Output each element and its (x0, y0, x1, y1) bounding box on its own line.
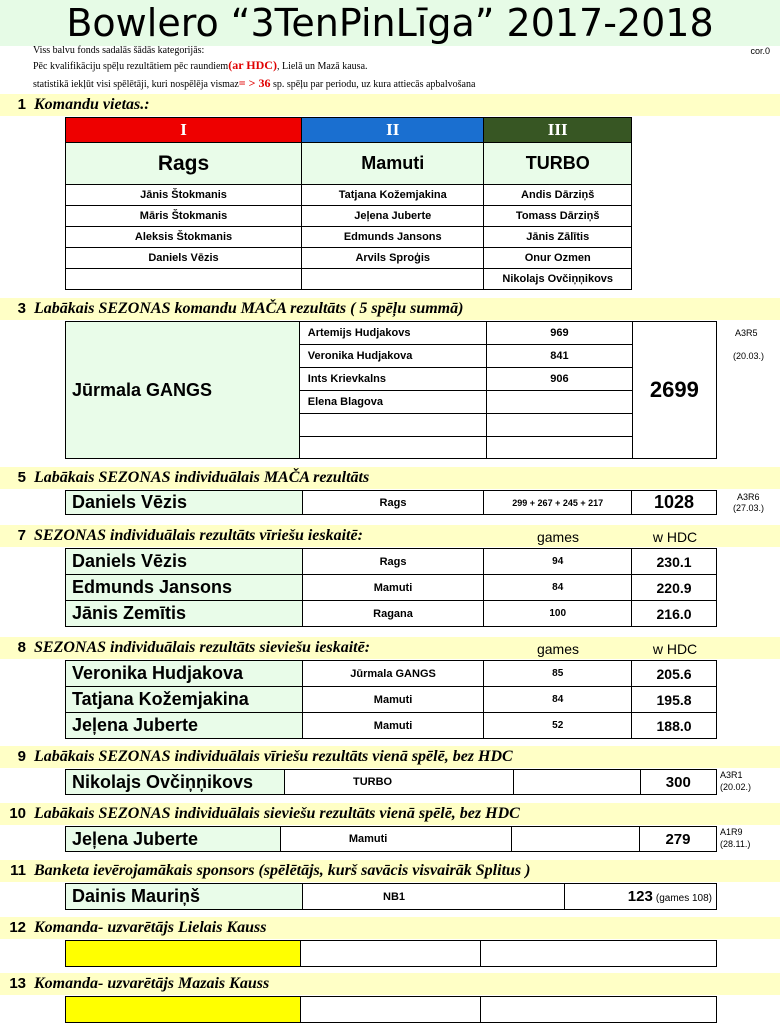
section-3-number: 3 (17, 300, 26, 317)
member (66, 269, 302, 290)
place-3: III (484, 118, 632, 143)
section-10-title: Labākais SEZONAS individuālais sieviešu rezultāts vienā spēlē, bez HDC (34, 805, 520, 822)
best-ind-team: Rags (302, 491, 484, 515)
women-games: 85 (484, 661, 632, 687)
section-12-number: 12 (9, 919, 26, 936)
table-row (66, 601, 717, 627)
best-team-match-table (65, 321, 717, 459)
member: Arvils Sproģis (302, 248, 484, 269)
women-team: Mamuti (302, 713, 484, 739)
sponsor-name: Dainis Mauriņš (66, 884, 303, 910)
player-name (299, 414, 486, 437)
member: Jānis Štokmanis (66, 185, 302, 206)
member: Nikolajs Ovčiņņikovs (484, 269, 632, 290)
table-row (66, 713, 717, 739)
team-2: Mamuti (302, 143, 484, 185)
member: Edmunds Jansons (302, 227, 484, 248)
page-title: Bowlero “3TenPinLīga” 2017-2018 (66, 1, 714, 45)
member-row (66, 269, 632, 290)
best-men-game-table (65, 769, 717, 795)
best-women-game-team: Mamuti (280, 827, 511, 852)
men-name: Jānis Zemītis (66, 601, 303, 627)
men-games-header: games (536, 529, 580, 545)
player-score (487, 437, 632, 459)
section-3-title: Labākais SEZONAS komandu MAČA rezultāts ( 5 spēļu summā) (34, 300, 464, 317)
corner-note: cor.0 (750, 46, 770, 56)
men-hdc: 230.1 (632, 549, 717, 575)
team-1: Rags (66, 143, 302, 185)
best-ind-match-table (65, 490, 717, 515)
best-ind-round: A3R6 (737, 492, 760, 502)
section-1-title: Komandu vietas.: (34, 96, 150, 113)
women-team: Mamuti (302, 687, 484, 713)
best-men-game-empty (514, 770, 640, 795)
section-5-title: Labākais SEZONAS individuālais MAČA rezultāts (34, 469, 370, 486)
best-women-game-name: Jeļena Juberte (66, 827, 281, 852)
intro-line-2: Pēc kvalifikāciju spēļu rezultātiem pēc raundiem(ar HDC), Lielā un Mazā kausa. (33, 58, 368, 72)
women-games: 84 (484, 687, 632, 713)
player-score: 906 (487, 368, 632, 391)
men-name: Daniels Vēzis (66, 549, 303, 575)
section-8-number: 8 (17, 639, 26, 656)
best-women-game-empty (511, 827, 639, 852)
best-women-game-round: A1R9 (720, 827, 743, 837)
best-team-name: Jūrmala GANGS (66, 322, 300, 459)
small-cup-cell (481, 997, 717, 1023)
small-cup-table (65, 996, 717, 1023)
section-11-number: 11 (10, 862, 26, 879)
best-women-game-score: 279 (639, 827, 716, 852)
men-team: Mamuti (302, 575, 484, 601)
men-games: 94 (484, 549, 632, 575)
women-hdc: 188.0 (632, 713, 717, 739)
section-7-title: SEZONAS individuālais rezultāts vīriešu ieskaitē: (34, 527, 363, 544)
women-table (65, 660, 717, 739)
team-total-score: 2699 (632, 322, 716, 459)
women-hdc: 205.6 (632, 661, 717, 687)
table-row (66, 549, 717, 575)
section-5-number: 5 (17, 469, 26, 486)
member: Aleksis Štokmanis (66, 227, 302, 248)
player-name: Ints Krievkalns (299, 368, 486, 391)
best-ind-name: Daniels Vēzis (66, 491, 303, 515)
big-cup-cell (481, 941, 717, 967)
best-team-round: A3R5 (735, 328, 758, 338)
women-hdc: 195.8 (632, 687, 717, 713)
member: Jeļena Juberte (302, 206, 484, 227)
section-7-number: 7 (17, 527, 26, 544)
player-name: Veronika Hudjakova (299, 345, 486, 368)
sponsor-score: 123 (627, 888, 653, 905)
women-team: Jūrmala GANGS (302, 661, 484, 687)
best-men-game-date: (20.02.) (720, 782, 752, 792)
big-cup-table (65, 940, 717, 967)
intro-line-3: statistikā iekļūt visi spēlētāji, kuri nospēlēja vismaz= > 36 sp. spēļu par periodu, uz kura attiecās apbalvošana (33, 76, 476, 90)
section-1-number: 1 (17, 96, 26, 113)
men-hdc-header: w HDC (652, 529, 698, 545)
intro-line-1: Viss balvu fonds sadalās šādās kategorijās: (33, 45, 205, 56)
table-row (66, 661, 717, 687)
best-men-game-round: A3R1 (720, 770, 743, 780)
podium-place-row (66, 118, 632, 143)
member: Daniels Vēzis (66, 248, 302, 269)
podium-team-row (66, 143, 632, 185)
sponsor-games: (games 108) (655, 893, 712, 904)
best-men-game-name: Nikolajs Ovčiņņikovs (66, 770, 285, 795)
sponsor-result (565, 884, 717, 910)
player-score: 841 (487, 345, 632, 368)
member: Tomass Dārziņš (484, 206, 632, 227)
women-name: Jeļena Juberte (66, 713, 303, 739)
best-women-game-table (65, 826, 717, 852)
section-8-title: SEZONAS individuālais rezultāts sieviešu ieskaitē: (34, 639, 371, 656)
section-12-title: Komanda- uzvarētājs Lielais Kauss (34, 919, 267, 936)
men-team: Rags (302, 549, 484, 575)
section-9-title: Labākais SEZONAS individuālais vīriešu rezultāts vienā spēlē, bez HDC (34, 748, 513, 765)
player-score (487, 391, 632, 414)
men-table (65, 548, 717, 627)
men-name: Edmunds Jansons (66, 575, 303, 601)
men-team: Ragana (302, 601, 484, 627)
section-13-title: Komanda- uzvarētājs Mazais Kauss (34, 975, 270, 992)
team-3: TURBO (484, 143, 632, 185)
men-games: 100 (484, 601, 632, 627)
big-cup-winner-cell (66, 941, 301, 967)
men-hdc: 220.9 (632, 575, 717, 601)
player-name: Elena Blagova (299, 391, 486, 414)
women-name: Veronika Hudjakova (66, 661, 303, 687)
women-games: 52 (484, 713, 632, 739)
player-name (299, 437, 486, 459)
player-score (487, 414, 632, 437)
table-row (66, 687, 717, 713)
member-row (66, 248, 632, 269)
small-cup-cell (300, 997, 481, 1023)
big-cup-cell (300, 941, 481, 967)
women-games-header: games (536, 641, 580, 657)
best-men-game-team: TURBO (284, 770, 513, 795)
member-row (66, 185, 632, 206)
best-ind-total: 1028 (632, 491, 717, 515)
section-13-number: 13 (9, 975, 26, 992)
member-row (66, 227, 632, 248)
women-name: Tatjana Kožemjakina (66, 687, 303, 713)
best-team-date: (20.03.) (733, 351, 765, 361)
member: Onur Ozmen (484, 248, 632, 269)
sponsor-team: NB1 (303, 884, 565, 910)
best-ind-games: 299 + 267 + 245 + 217 (484, 491, 632, 515)
best-men-game-score: 300 (640, 770, 716, 795)
member: Māris Štokmanis (66, 206, 302, 227)
men-hdc: 216.0 (632, 601, 717, 627)
women-hdc-header: w HDC (652, 641, 698, 657)
member: Jānis Zālītis (484, 227, 632, 248)
member (302, 269, 484, 290)
sponsor-table (65, 883, 717, 910)
section-9-number: 9 (17, 748, 26, 765)
place-1: I (66, 118, 302, 143)
section-11-title: Banketa ievērojamākais sponsors (spēlētājs, kurš savācis visvairāk Splitus ) (34, 862, 531, 879)
member-row (66, 206, 632, 227)
section-10-number: 10 (9, 805, 26, 822)
member: Andis Dārziņš (484, 185, 632, 206)
best-women-game-date: (28.11.) (720, 839, 751, 849)
player-score: 969 (487, 322, 632, 345)
table-row (66, 575, 717, 601)
place-2: II (302, 118, 484, 143)
men-games: 84 (484, 575, 632, 601)
podium-table (65, 117, 632, 290)
member: Tatjana Kožemjakina (302, 185, 484, 206)
small-cup-winner-cell (66, 997, 301, 1023)
player-name: Artemijs Hudjakovs (299, 322, 486, 345)
best-ind-date: (27.03.) (733, 503, 765, 513)
